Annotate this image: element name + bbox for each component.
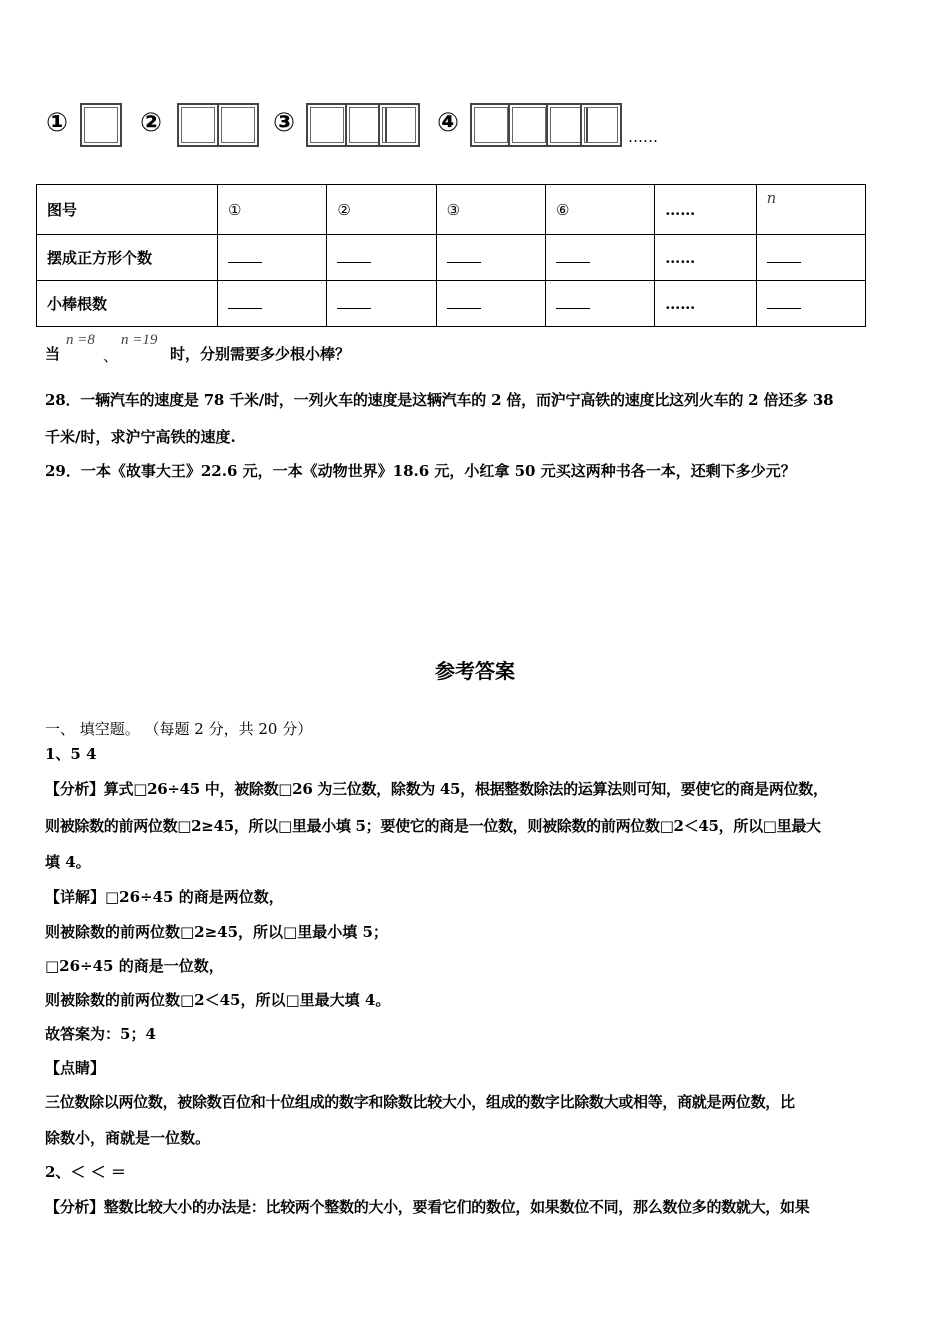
table-row [37, 235, 866, 281]
answer-blank[interactable] [228, 252, 262, 263]
q27-prefix: 当 [45, 345, 61, 363]
table-row [37, 185, 866, 235]
figure-label-3: ③ [273, 108, 296, 138]
figure-label-4: ④ [437, 108, 460, 138]
table-row [37, 281, 866, 327]
square-stick-icon [378, 103, 420, 147]
answer-blank[interactable] [337, 298, 371, 309]
section-heading: 一、 填空题。 （每题 2 分，共 20 分） [45, 720, 313, 738]
question-29: 29．一本《故事大王》22.6 元，一本《动物世界》18.6 元，小红拿 50 元买这两种书各一本，还剩下多少元？ [45, 462, 796, 480]
answer-line: 2、＜ ＜ ＝ [45, 1163, 126, 1181]
table-header-cell: …… [655, 185, 756, 235]
answer-blank[interactable] [337, 252, 371, 263]
figure-ellipsis: …… [628, 128, 658, 146]
answer-blank[interactable] [767, 298, 801, 309]
figure-label-1: ① [46, 108, 69, 138]
row-label: 摆成正方形个数 [37, 235, 218, 281]
table-header-cell: 图号 [37, 185, 218, 235]
answer-line: 填 4。 [45, 853, 91, 871]
answer-line: 则被除数的前两位数□2≥45，所以□里最小填 5； [45, 923, 388, 941]
answer-line: 1、5 4 [45, 745, 97, 763]
answer-line: 则被除数的前两位数□2≥45，所以□里最小填 5；要使它的商是一位数，则被除数的前两位数□2＜45，所以□里最大 [45, 817, 821, 835]
square-stick-icon [217, 103, 259, 147]
square-stick-icon [580, 103, 622, 147]
row-label: 小棒根数 [37, 281, 218, 327]
q27-sep: 、 [103, 347, 119, 365]
q27-n2: n =19 [121, 332, 158, 348]
table-header-cell: ⑥ [545, 185, 654, 235]
square-stick-icon [306, 103, 348, 147]
ellipsis-cell: …… [655, 235, 756, 281]
question-28-line2: 千米/时，求沪宁高铁的速度. [45, 428, 236, 446]
answer-line: 则被除数的前两位数□2＜45，所以□里最大填 4。 [45, 991, 391, 1009]
answer-blank[interactable] [556, 252, 590, 263]
answer-line: 故答案为：5；4 [45, 1025, 156, 1043]
answer-blank[interactable] [228, 298, 262, 309]
q27-suffix: 时，分别需要多少根小棒？ [170, 345, 351, 363]
answer-line: 【分析】整数比较大小的办法是：比较两个整数的大小，要看它们的数位，如果数位不同，那么数位多的数就大，如果 [45, 1198, 810, 1216]
question-28-line1: 28．一辆汽车的速度是 78 千米/时，一列火车的速度是这辆汽车的 2 倍，而沪宁高铁的速度比这列火车的 2 倍还多 38 [45, 391, 834, 409]
answer-blank[interactable] [767, 252, 801, 263]
answer-line: 【分析】算式□26÷45 中，被除数□26 为三位数，除数为 45，根据整数除法的运算法则可知，要使它的商是两位数， [45, 780, 828, 798]
q27-n1: n =8 [66, 332, 95, 348]
figure-label-2: ② [140, 108, 163, 138]
ellipsis-cell: …… [655, 281, 756, 327]
square-stick-icon [177, 103, 219, 147]
square-stick-icon [508, 103, 550, 147]
table-header-cell: n [756, 185, 865, 235]
answer-line: 三位数除以两位数，被除数百位和十位组成的数字和除数比较大小，组成的数字比除数大或相等，商就是两位数，比 [45, 1093, 795, 1111]
square-stick-icon [470, 103, 512, 147]
square-stick-icon [80, 103, 122, 147]
answers-title: 参考答案 [435, 659, 515, 683]
answer-line: 除数小，商就是一位数。 [45, 1129, 211, 1147]
answer-line: 【详解】□26÷45 的商是两位数， [45, 888, 284, 906]
table-header-cell: ① [218, 185, 327, 235]
answer-blank[interactable] [447, 298, 481, 309]
answer-line: □26÷45 的商是一位数， [45, 957, 224, 975]
table-header-cell: ③ [436, 185, 545, 235]
answer-blank[interactable] [447, 252, 481, 263]
answer-blank[interactable] [556, 298, 590, 309]
table-header-cell: ② [327, 185, 436, 235]
answer-line: 【点睛】 [45, 1059, 106, 1077]
pattern-table [36, 184, 866, 327]
